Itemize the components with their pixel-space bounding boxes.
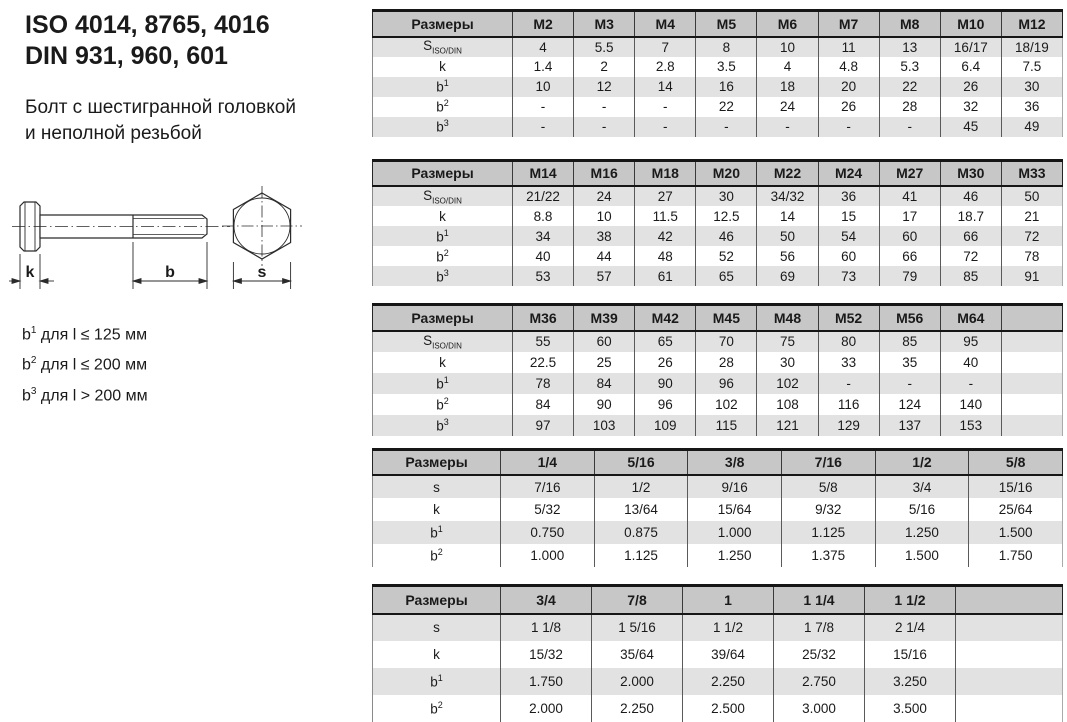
value-cell: 46: [940, 186, 1001, 206]
value-cell: 66: [940, 226, 1001, 246]
value-cell: 1.000: [501, 544, 595, 567]
row-label: k: [373, 498, 501, 521]
value-cell: 49: [1001, 117, 1062, 137]
sizes-header-label: Размеры: [373, 586, 501, 614]
value-cell: 96: [635, 394, 696, 415]
value-cell: 2.250: [683, 668, 774, 695]
table-row: [373, 37, 1063, 57]
value-cell: 1.750: [501, 668, 592, 695]
value-cell: 45: [940, 117, 1001, 137]
sizes-header-label: Размеры: [373, 305, 513, 331]
value-cell: 18.7: [940, 206, 1001, 226]
value-cell: 10: [513, 77, 574, 97]
table-row: [373, 77, 1063, 97]
value-cell: 8: [696, 37, 757, 57]
value-cell: -: [818, 117, 879, 137]
value-cell: 96: [696, 373, 757, 394]
value-cell: 2.500: [683, 695, 774, 722]
table-row: [373, 226, 1063, 246]
table-row: [373, 97, 1063, 117]
value-cell: 0.750: [501, 521, 595, 544]
row-label: $b^2$: [373, 97, 513, 117]
size-column-header: M33: [1001, 160, 1062, 186]
empty-column-header: [1001, 305, 1062, 331]
size-column-header: M16: [574, 160, 635, 186]
empty-cell: [956, 614, 1063, 641]
row-label: s: [373, 475, 501, 498]
dim-label-k: k: [25, 264, 35, 281]
value-cell: 1.500: [969, 521, 1063, 544]
value-cell: 73: [818, 266, 879, 286]
empty-column-header: [956, 586, 1063, 614]
value-cell: 10: [757, 37, 818, 57]
size-column-header: M4: [635, 11, 696, 37]
value-cell: 25/32: [774, 641, 865, 668]
value-cell: 8.8: [513, 206, 574, 226]
value-cell: 103: [574, 415, 635, 436]
value-cell: 60: [574, 331, 635, 352]
size-column-header: 1 1/2: [865, 586, 956, 614]
value-cell: 13: [879, 37, 940, 57]
row-label: k: [373, 206, 513, 226]
value-cell: 1 7/8: [774, 614, 865, 641]
footnote-line: $b^1$ для l ≤ 125 мм: [22, 325, 148, 344]
value-cell: 129: [818, 415, 879, 436]
value-cell: 4: [513, 37, 574, 57]
value-cell: 39/64: [683, 641, 774, 668]
value-cell: 84: [513, 394, 574, 415]
value-cell: 78: [1001, 246, 1062, 266]
value-cell: 2: [574, 57, 635, 77]
value-cell: 109: [635, 415, 696, 436]
value-cell: 91: [1001, 266, 1062, 286]
value-cell: 21/22: [513, 186, 574, 206]
value-cell: 26: [818, 97, 879, 117]
value-cell: 12.5: [696, 206, 757, 226]
page-title: [25, 10, 270, 72]
empty-cell: [956, 695, 1063, 722]
value-cell: 17: [879, 206, 940, 226]
row-label: k: [373, 57, 513, 77]
size-column-header: M48: [757, 305, 818, 331]
value-cell: 56: [757, 246, 818, 266]
value-cell: 1 1/8: [501, 614, 592, 641]
size-column-header: M6: [757, 11, 818, 37]
value-cell: 24: [757, 97, 818, 117]
row-label: $b^3$: [373, 117, 513, 137]
value-cell: 35: [879, 352, 940, 373]
value-cell: 85: [879, 331, 940, 352]
dimension-table-3: [372, 303, 1063, 436]
sizes-header-label: Размеры: [373, 11, 513, 37]
value-cell: 5/32: [501, 498, 595, 521]
value-cell: 48: [635, 246, 696, 266]
value-cell: 4: [757, 57, 818, 77]
size-column-header: 1/2: [875, 449, 969, 475]
size-column-header: 3/8: [688, 449, 782, 475]
empty-cell: [1001, 373, 1062, 394]
description-line-2: и неполной резьбой: [25, 123, 202, 144]
value-cell: 61: [635, 266, 696, 286]
size-column-header: 5/16: [594, 449, 688, 475]
value-cell: 16: [696, 77, 757, 97]
value-cell: 25: [574, 352, 635, 373]
dimension-table-5: [372, 584, 1063, 722]
value-cell: 32: [940, 97, 1001, 117]
value-cell: -: [635, 117, 696, 137]
value-cell: 11.5: [635, 206, 696, 226]
row-label: k: [373, 352, 513, 373]
value-cell: 55: [513, 331, 574, 352]
value-cell: 42: [635, 226, 696, 246]
value-cell: 3.250: [865, 668, 956, 695]
value-cell: -: [879, 373, 940, 394]
dimension-table-4: [372, 448, 1063, 568]
value-cell: -: [513, 117, 574, 137]
value-cell: 121: [757, 415, 818, 436]
value-cell: -: [696, 117, 757, 137]
value-cell: 7/16: [501, 475, 595, 498]
value-cell: 4.8: [818, 57, 879, 77]
value-cell: 1.375: [781, 544, 875, 567]
value-cell: 40: [513, 246, 574, 266]
value-cell: 95: [940, 331, 1001, 352]
value-cell: 34: [513, 226, 574, 246]
value-cell: 80: [818, 331, 879, 352]
size-column-header: M24: [818, 160, 879, 186]
value-cell: 36: [1001, 97, 1062, 117]
table-row: [373, 331, 1063, 352]
value-cell: 102: [696, 394, 757, 415]
value-cell: 36: [818, 186, 879, 206]
size-column-header: M64: [940, 305, 1001, 331]
value-cell: 21: [1001, 206, 1062, 226]
value-cell: -: [757, 117, 818, 137]
footnotes: [22, 318, 148, 409]
row-label: k: [373, 641, 501, 668]
size-column-header: M36: [513, 305, 574, 331]
value-cell: 57: [574, 266, 635, 286]
size-column-header: M10: [940, 11, 1001, 37]
value-cell: 22.5: [513, 352, 574, 373]
value-cell: 1/2: [594, 475, 688, 498]
value-cell: 65: [696, 266, 757, 286]
value-cell: 108: [757, 394, 818, 415]
value-cell: 60: [818, 246, 879, 266]
footnote-line: $b^3$ для l > 200 мм: [22, 385, 148, 404]
value-cell: 30: [757, 352, 818, 373]
empty-cell: [1001, 352, 1062, 373]
sizes-header-label: Размеры: [373, 449, 501, 475]
value-cell: 15/64: [688, 498, 782, 521]
size-column-header: M3: [574, 11, 635, 37]
size-column-header: M14: [513, 160, 574, 186]
size-column-header: 3/4: [501, 586, 592, 614]
size-column-header: 1/4: [501, 449, 595, 475]
value-cell: 28: [696, 352, 757, 373]
table-row: [373, 57, 1063, 77]
value-cell: 50: [757, 226, 818, 246]
value-cell: 3.000: [774, 695, 865, 722]
table-row: [373, 415, 1063, 436]
value-cell: 24: [574, 186, 635, 206]
value-cell: 1 5/16: [592, 614, 683, 641]
table-row: [373, 373, 1063, 394]
dim-label-b: b: [165, 264, 175, 281]
row-label: $b^1$: [373, 668, 501, 695]
empty-cell: [1001, 415, 1062, 436]
value-cell: 116: [818, 394, 879, 415]
table-row: [373, 246, 1063, 266]
value-cell: 1.125: [781, 521, 875, 544]
value-cell: 35/64: [592, 641, 683, 668]
value-cell: 78: [513, 373, 574, 394]
table-row: [373, 206, 1063, 226]
value-cell: 28: [879, 97, 940, 117]
size-column-header: M22: [757, 160, 818, 186]
value-cell: 6.4: [940, 57, 1001, 77]
value-cell: 15/16: [865, 641, 956, 668]
value-cell: 9/32: [781, 498, 875, 521]
table-row: [373, 117, 1063, 137]
value-cell: 54: [818, 226, 879, 246]
value-cell: -: [513, 97, 574, 117]
value-cell: 65: [635, 331, 696, 352]
value-cell: 2.000: [501, 695, 592, 722]
size-column-header: M52: [818, 305, 879, 331]
row-label: $b^2$: [373, 394, 513, 415]
size-column-header: M18: [635, 160, 696, 186]
size-column-header: M45: [696, 305, 757, 331]
size-column-header: M27: [879, 160, 940, 186]
table-row: [373, 521, 1063, 544]
value-cell: 5.3: [879, 57, 940, 77]
title-iso: ISO 4014, 8765, 4016: [25, 11, 270, 39]
size-column-header: 7/16: [781, 449, 875, 475]
product-description: [25, 95, 296, 147]
footnote-line: $b^2$ для l ≤ 200 мм: [22, 355, 148, 374]
value-cell: -: [818, 373, 879, 394]
row-label: s: [373, 614, 501, 641]
table-row: [373, 394, 1063, 415]
value-cell: 1.4: [513, 57, 574, 77]
value-cell: 18: [757, 77, 818, 97]
value-cell: 5/8: [781, 475, 875, 498]
row-label: $S_{ISO/DIN}$: [373, 331, 513, 352]
row-label: $b^1$: [373, 373, 513, 394]
table-row: [373, 544, 1063, 567]
value-cell: 9/16: [688, 475, 782, 498]
value-cell: 46: [696, 226, 757, 246]
value-cell: 13/64: [594, 498, 688, 521]
row-label: $S_{ISO/DIN}$: [373, 37, 513, 57]
table-row: [373, 498, 1063, 521]
value-cell: -: [940, 373, 1001, 394]
value-cell: 90: [574, 394, 635, 415]
value-cell: 124: [879, 394, 940, 415]
value-cell: 1.250: [688, 544, 782, 567]
dimension-table-1: [372, 9, 1063, 137]
value-cell: -: [635, 97, 696, 117]
value-cell: 70: [696, 331, 757, 352]
size-column-header: 1: [683, 586, 774, 614]
size-column-header: M5: [696, 11, 757, 37]
value-cell: 97: [513, 415, 574, 436]
size-column-header: M39: [574, 305, 635, 331]
value-cell: 2.8: [635, 57, 696, 77]
value-cell: 1.250: [875, 521, 969, 544]
value-cell: 26: [635, 352, 696, 373]
value-cell: 5.5: [574, 37, 635, 57]
row-label: $b^3$: [373, 415, 513, 436]
value-cell: 16/17: [940, 37, 1001, 57]
table-row: [373, 186, 1063, 206]
value-cell: 1.750: [969, 544, 1063, 567]
value-cell: 20: [818, 77, 879, 97]
value-cell: 5/16: [875, 498, 969, 521]
value-cell: 22: [879, 77, 940, 97]
value-cell: 66: [879, 246, 940, 266]
dim-label-s: s: [257, 264, 267, 281]
size-column-header: 5/8: [969, 449, 1063, 475]
value-cell: 72: [1001, 226, 1062, 246]
empty-cell: [1001, 394, 1062, 415]
value-cell: 7.5: [1001, 57, 1062, 77]
value-cell: 1.500: [875, 544, 969, 567]
value-cell: 52: [696, 246, 757, 266]
value-cell: 53: [513, 266, 574, 286]
value-cell: 102: [757, 373, 818, 394]
value-cell: 0.875: [594, 521, 688, 544]
value-cell: 72: [940, 246, 1001, 266]
value-cell: 69: [757, 266, 818, 286]
value-cell: 18/19: [1001, 37, 1062, 57]
value-cell: 1.000: [688, 521, 782, 544]
empty-cell: [956, 668, 1063, 695]
sizes-header-label: Размеры: [373, 160, 513, 186]
value-cell: 30: [696, 186, 757, 206]
description-line-1: Болт с шестигранной головкой: [25, 97, 296, 118]
size-column-header: M7: [818, 11, 879, 37]
value-cell: 38: [574, 226, 635, 246]
value-cell: 14: [635, 77, 696, 97]
table-row: [373, 695, 1063, 722]
row-label: $b^3$: [373, 266, 513, 286]
value-cell: 27: [635, 186, 696, 206]
value-cell: 15/32: [501, 641, 592, 668]
value-cell: 41: [879, 186, 940, 206]
value-cell: 44: [574, 246, 635, 266]
row-label: $b^1$: [373, 226, 513, 246]
empty-cell: [1001, 331, 1062, 352]
value-cell: 33: [818, 352, 879, 373]
value-cell: 1 1/2: [683, 614, 774, 641]
value-cell: 25/64: [969, 498, 1063, 521]
value-cell: 2 1/4: [865, 614, 956, 641]
table-row: [373, 668, 1063, 695]
value-cell: 3.500: [865, 695, 956, 722]
tables-area: [372, 9, 1063, 722]
value-cell: 22: [696, 97, 757, 117]
row-label: $S_{ISO/DIN}$: [373, 186, 513, 206]
value-cell: 1.125: [594, 544, 688, 567]
value-cell: 12: [574, 77, 635, 97]
title-din: DIN 931, 960, 601: [25, 42, 228, 70]
value-cell: -: [879, 117, 940, 137]
table-row: [373, 641, 1063, 668]
value-cell: -: [574, 97, 635, 117]
value-cell: 153: [940, 415, 1001, 436]
value-cell: 10: [574, 206, 635, 226]
size-column-header: M2: [513, 11, 574, 37]
empty-cell: [956, 641, 1063, 668]
value-cell: 85: [940, 266, 1001, 286]
size-column-header: M42: [635, 305, 696, 331]
value-cell: 15: [818, 206, 879, 226]
value-cell: 2.250: [592, 695, 683, 722]
size-column-header: M12: [1001, 11, 1062, 37]
table-row: [373, 475, 1063, 498]
value-cell: 137: [879, 415, 940, 436]
bolt-technical-drawing: [8, 185, 338, 315]
value-cell: 30: [1001, 77, 1062, 97]
size-column-header: 1 1/4: [774, 586, 865, 614]
value-cell: 115: [696, 415, 757, 436]
value-cell: 50: [1001, 186, 1062, 206]
value-cell: 3/4: [875, 475, 969, 498]
value-cell: 40: [940, 352, 1001, 373]
value-cell: 140: [940, 394, 1001, 415]
size-column-header: M30: [940, 160, 1001, 186]
value-cell: 11: [818, 37, 879, 57]
value-cell: 15/16: [969, 475, 1063, 498]
table-row: [373, 352, 1063, 373]
table-row: [373, 266, 1063, 286]
value-cell: 2.750: [774, 668, 865, 695]
row-label: $b^1$: [373, 77, 513, 97]
value-cell: 34/32: [757, 186, 818, 206]
value-cell: 84: [574, 373, 635, 394]
value-cell: -: [574, 117, 635, 137]
row-label: $b^2$: [373, 246, 513, 266]
hex-bolt-drawing-svg: [8, 185, 338, 315]
value-cell: 2.000: [592, 668, 683, 695]
value-cell: 79: [879, 266, 940, 286]
dimension-table-2: [372, 159, 1063, 287]
table-row: [373, 614, 1063, 641]
value-cell: 14: [757, 206, 818, 226]
size-column-header: M20: [696, 160, 757, 186]
size-column-header: M56: [879, 305, 940, 331]
value-cell: 26: [940, 77, 1001, 97]
size-column-header: M8: [879, 11, 940, 37]
value-cell: 90: [635, 373, 696, 394]
size-column-header: 7/8: [592, 586, 683, 614]
value-cell: 60: [879, 226, 940, 246]
row-label: $b^2$: [373, 544, 501, 567]
value-cell: 7: [635, 37, 696, 57]
value-cell: 3.5: [696, 57, 757, 77]
row-label: $b^1$: [373, 521, 501, 544]
value-cell: 75: [757, 331, 818, 352]
row-label: $b^2$: [373, 695, 501, 722]
